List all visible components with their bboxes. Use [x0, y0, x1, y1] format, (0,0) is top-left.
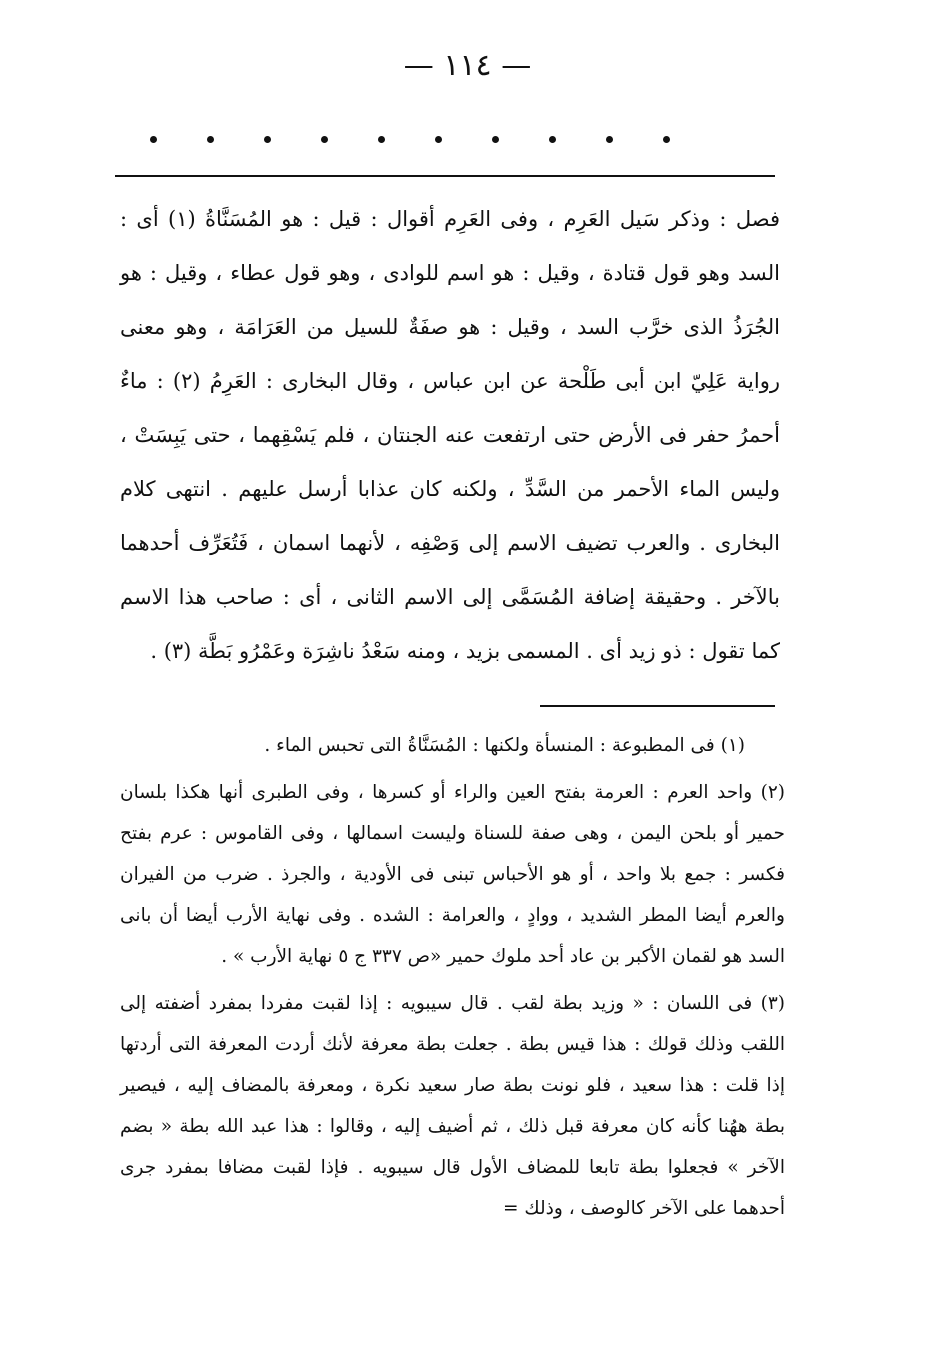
- ornament-dot: [663, 136, 670, 143]
- ornament-dot: [378, 136, 385, 143]
- footnote-divider: [540, 705, 775, 707]
- ornament-dot: [492, 136, 499, 143]
- footnotes-block: [120, 725, 785, 1235]
- ornament-dot: [264, 136, 271, 143]
- footnote-1: (١) فى المطبوعة : المنسأة ولكنها : المُسَنَّاةُ التى تحبس الماء .: [264, 735, 745, 756]
- ornament-dot: [606, 136, 613, 143]
- ornament-dot: [150, 136, 157, 143]
- ornament-dot: [207, 136, 214, 143]
- footnote-2: (٢) واحد العرم : العرمة بفتح العين والراء أو كسرها ، وفى الطبرى أنها هكذا بلسان حمير أو بلحن اليمن ، وهى صفة للسناة وليست اسمالها ، وفى القاموس : عرم بفتح فكسر : جمع بلا واحد ، أو هو الأحباس تبنى فى الأودية ، والجرذ . ضرب من الفيران والعرم أيضا المطر الشديد ، ووادٍ ، والعرامة : الشده . وفى نهاية الأرب أيضا أن بانى السد هو لقمان الأكبر بن عاد أحد ملوك حمير «ص ٣٣٧ ج ٥ نهاية الأرب » .: [120, 782, 785, 967]
- main-text-block: [120, 192, 780, 678]
- ornament-dot: [549, 136, 556, 143]
- main-paragraph: فصل : وذكر سَيل العَرِم ، وفى العَرِم أقوال : قيل : هو المُسَنَّاةُ (١) أى : السد وهو قول قتادة ، وقيل : هو اسم للوادى ، وهو قول عطاء ، وقيل : هو الجُرَذُ الذى خرَّب السد ، وقيل : هو صفَةٌ للسيل من العَرَامَة ، وهو معنى رواية عَلِيّ ابن أبى طَلْحة عن ابن عباس ، وقال البخارى : العَرِمُ (٢) : ماءٌ أحمرُ حفر فى الأرض حتى ارتفعت عنه الجنتان ، فلم يَسْقِهما ، حتى يَبِسَتْ ، وليس الماء الأحمر من السَّدِّ ، ولكنه كان عذابا أرسل عليهم . انتهى كلام البخارى . والعرب تضيف الاسم إلى وَصْفِه ، لأنهما اسمان ، فَتُعَرِّف أحدهما بالآخر . وحقيقة إضافة المُسَمَّى إلى الاسم الثانى ، أى : صاحب هذا الاسم كما تقول : ذو زيد أى . المسمى بزيد ، ومنه سَعْدُ ناشِرَة وعَمْرُو بَطَّة (٣) .: [120, 207, 781, 663]
- page-number: — ١١٤ —: [403, 48, 532, 83]
- ornament-dots: [150, 136, 670, 143]
- top-divider: [115, 175, 775, 177]
- ornament-dot: [435, 136, 442, 143]
- ornament-dot: [321, 136, 328, 143]
- footnote-3: (٣) فى اللسان : « وزيد بطة لقب . قال سيبويه : إذا لقبت مفردا بمفرد أضفته إلى اللقب وذلك قولك : هذا قيس بطة . جعلت بطة معرفة لأنك أردت المعرفة التى أردتها إذا قلت : هذا سعيد ، فلو نونت بطة صار سعيد نكرة ، ومعرفة بالمضاف إليه ، فيصير بطة ههُنا كأنه كان معرفة قبل ذلك ، ثم أضيف إليه ، وقالوا : هذا عبد الله بطة « بضم الآخر » فجعلوا بطة تابعا للمضاف الأول قال سيبويه . فإذا لقبت مضافا بمفرد جرى أحدهما على الآخر كالوصف ، وذلك =: [120, 993, 785, 1219]
